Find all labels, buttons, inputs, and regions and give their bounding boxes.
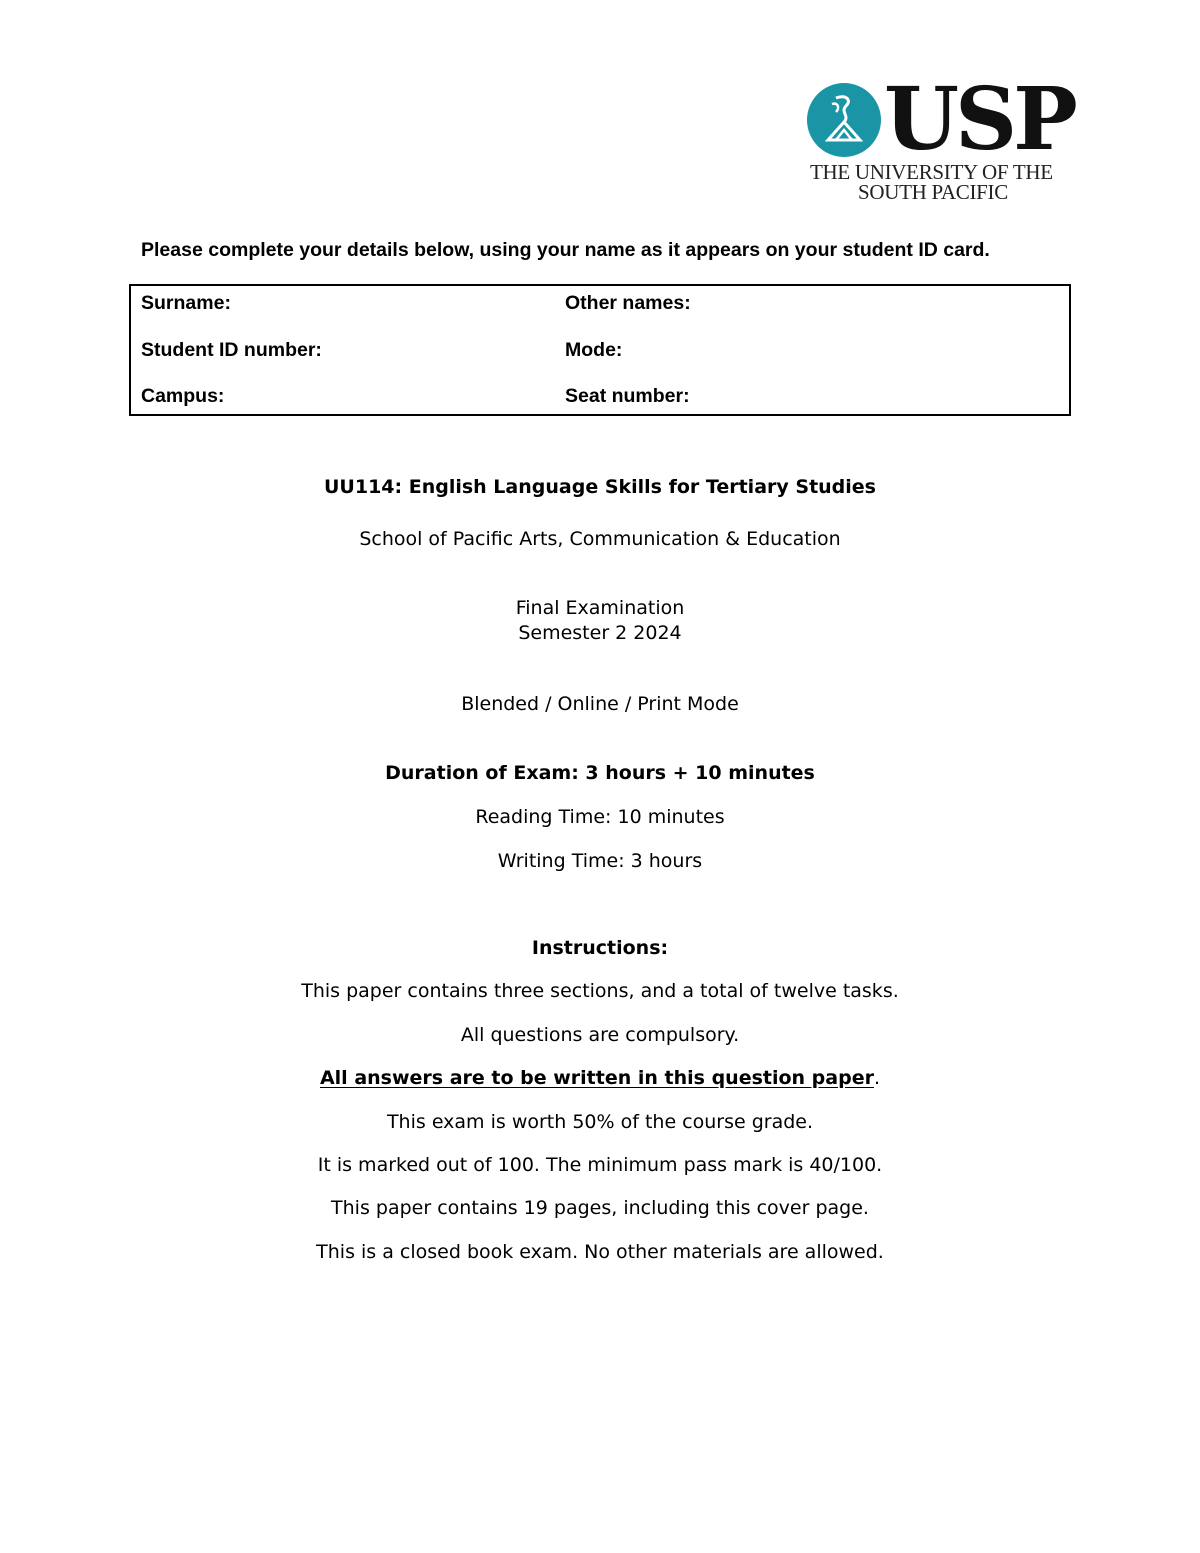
instruction-line-pass-mark: It is marked out of 100. The minimum pass mark is 40/100. — [317, 1154, 883, 1176]
student-details-box — [129, 284, 1071, 416]
exam-type: Final Examination — [515, 597, 685, 619]
student-id-field[interactable]: Student ID number: — [141, 339, 322, 361]
mode-field[interactable]: Mode: — [565, 339, 623, 361]
usp-logo — [804, 69, 1074, 204]
other-names-field[interactable]: Other names: — [565, 292, 691, 314]
delivery-mode: Blended / Online / Print Mode — [461, 693, 739, 715]
school-name: School of Pacific Arts, Communication & Education — [359, 528, 841, 550]
instruction-line-answers — [0, 1067, 1200, 1089]
writing-time: Writing Time: 3 hours — [497, 850, 703, 872]
semester: Semester 2 2024 — [518, 622, 682, 644]
instruction-line-closed-book: This is a closed book exam. No other materials are allowed. — [316, 1241, 884, 1263]
surname-field[interactable]: Surname: — [141, 292, 231, 314]
usp-emblem-icon — [806, 82, 882, 158]
instructions-heading: Instructions: — [531, 937, 669, 959]
logo-university-line1: THE UNIVERSITY OF THE — [810, 160, 1053, 184]
reading-time: Reading Time: 10 minutes — [475, 806, 725, 828]
instruction-line-pages: This paper contains 19 pages, including this cover page. — [331, 1197, 869, 1219]
exam-duration: Duration of Exam: 3 hours + 10 minutes — [385, 762, 815, 784]
instruction-line-sections: This paper contains three sections, and a total of twelve tasks. — [301, 980, 899, 1002]
seat-number-field[interactable]: Seat number: — [565, 385, 690, 407]
details-instruction: Please complete your details below, using your name as it appears on your student ID card. — [141, 239, 990, 261]
instruction-line-worth: This exam is worth 50% of the course grade. — [386, 1111, 814, 1133]
logo-wordmark: USP — [884, 69, 1074, 170]
logo-university-line2: SOUTH PACIFIC — [858, 180, 1008, 204]
answers-period: . — [873, 1067, 881, 1089]
campus-field[interactable]: Campus: — [141, 385, 225, 407]
answers-in-paper-text: All answers are to be written in this question paper — [319, 1067, 874, 1089]
course-title: UU114: English Language Skills for Tertiary Studies — [324, 476, 876, 498]
instruction-line-compulsory: All questions are compulsory. — [460, 1024, 740, 1046]
